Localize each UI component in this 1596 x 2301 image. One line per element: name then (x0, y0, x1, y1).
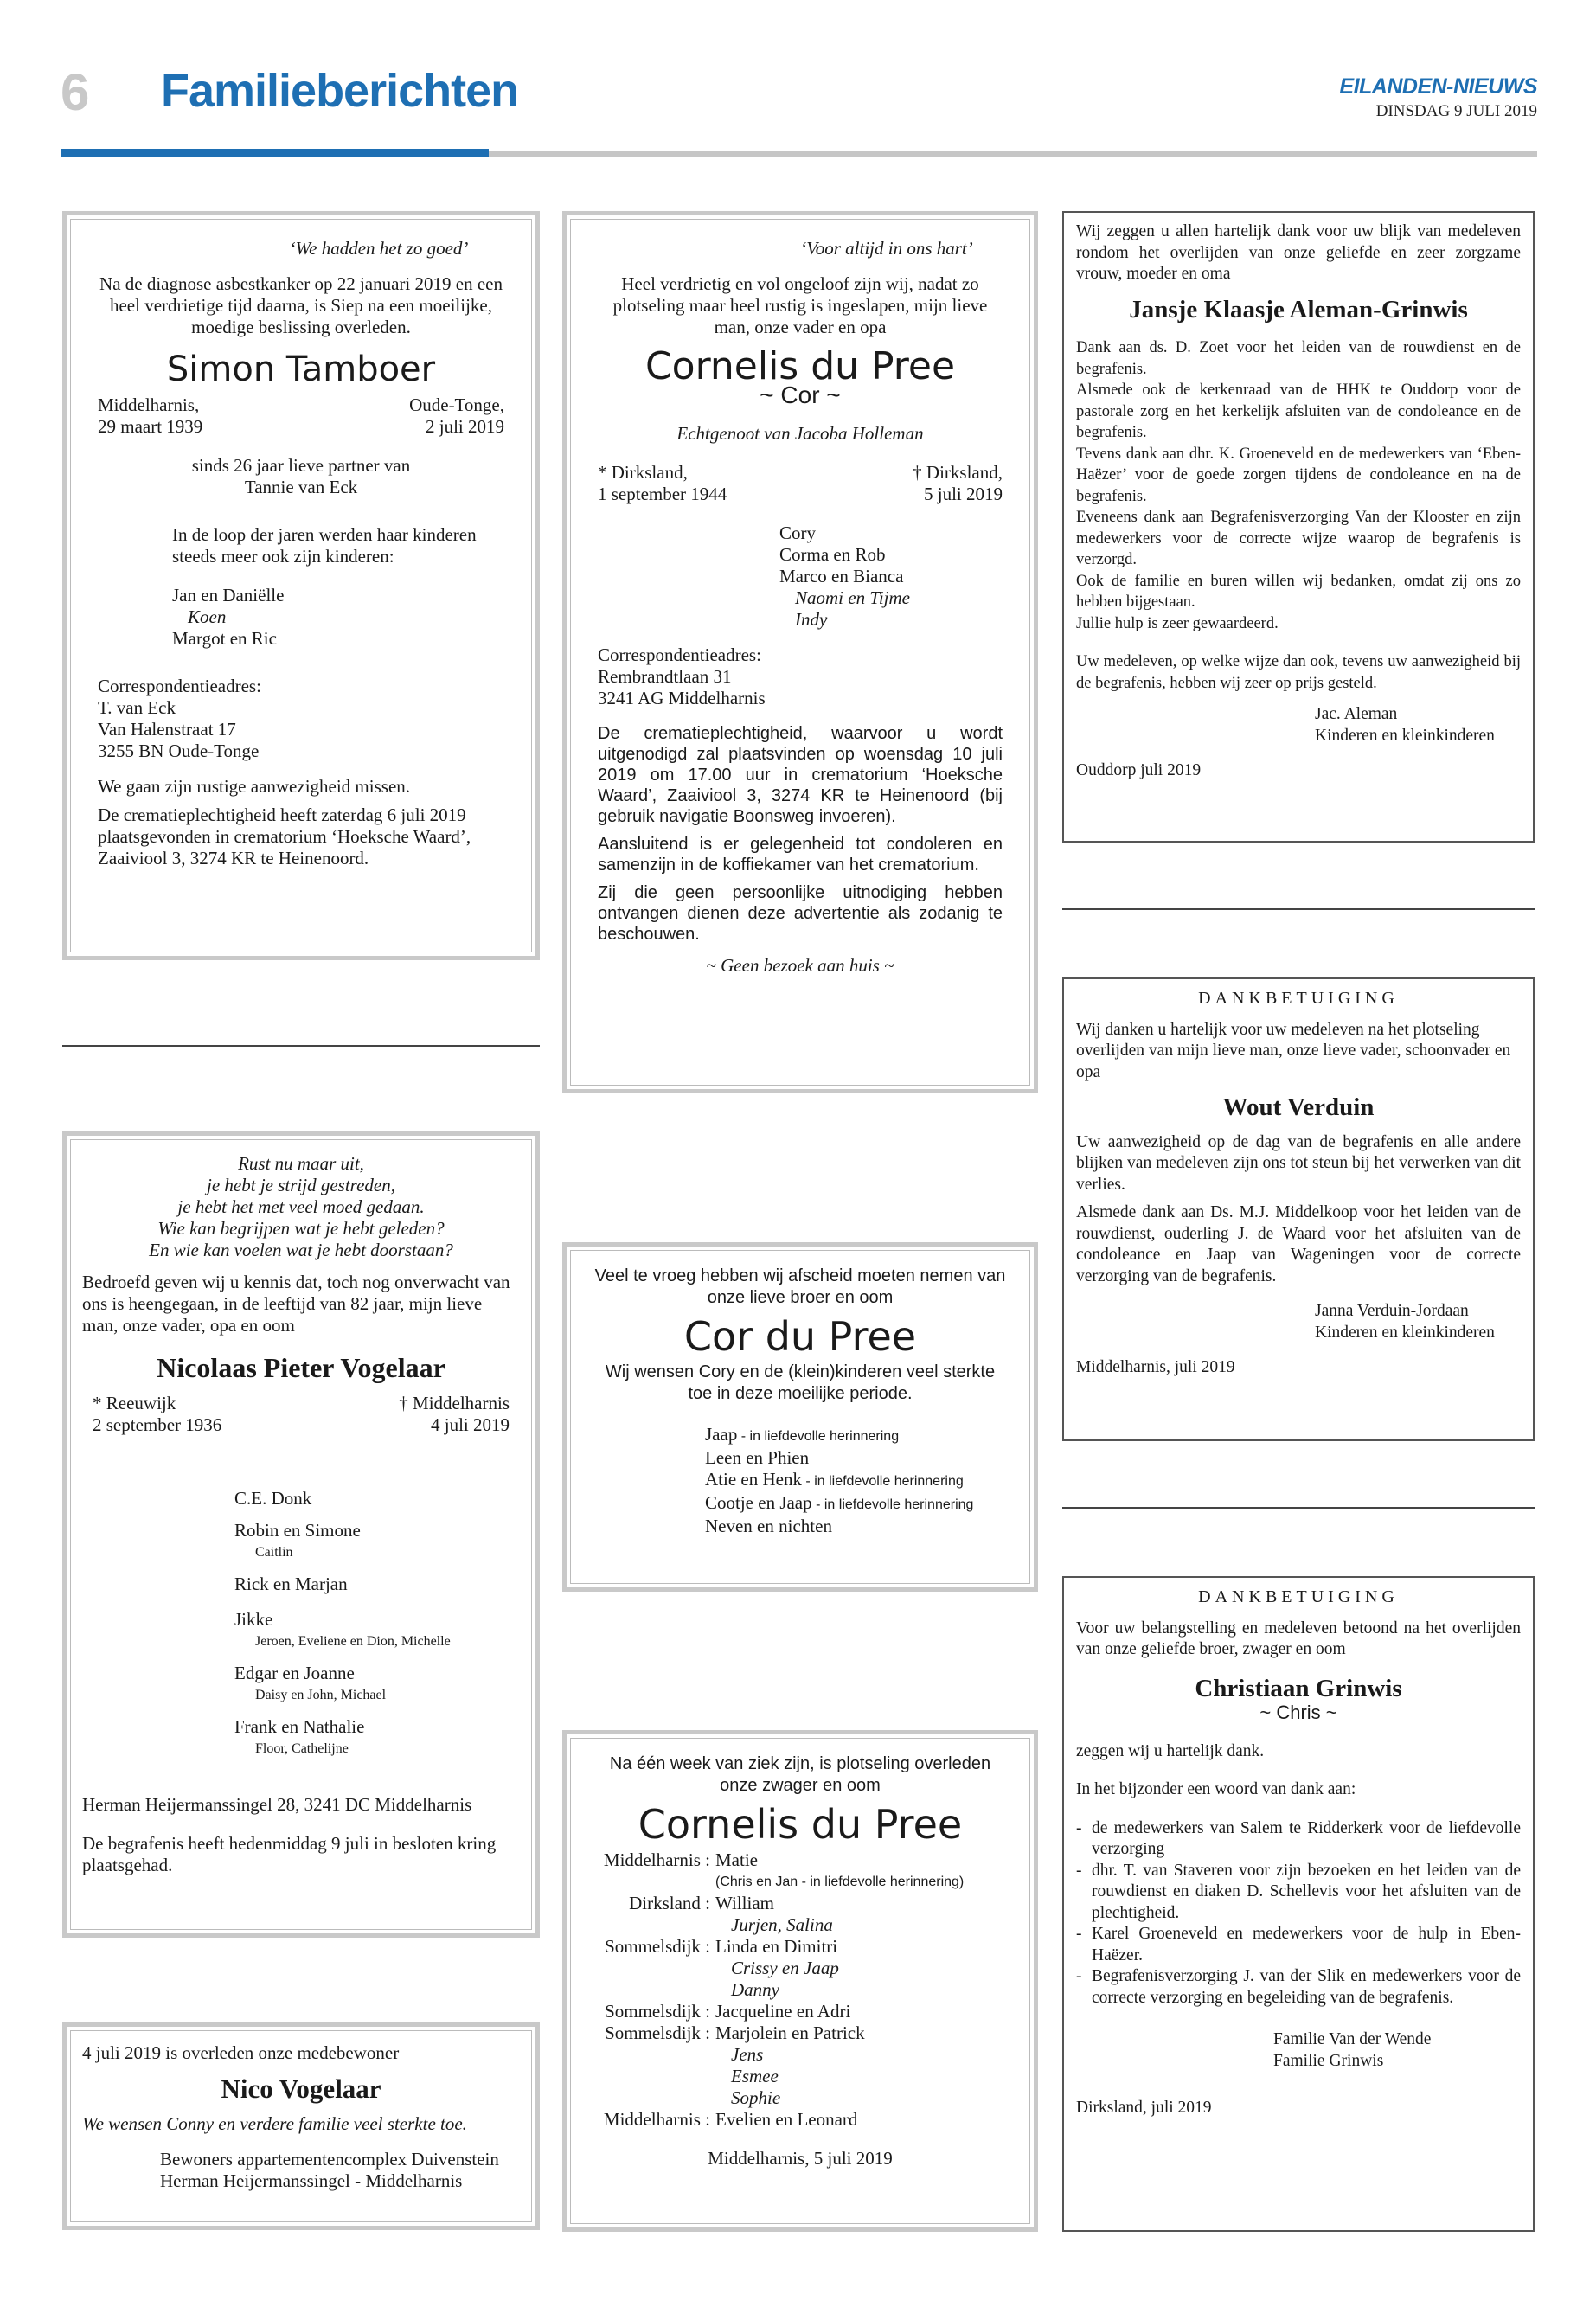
death-place: Oude-Tonge, (409, 394, 504, 415)
place-label (589, 2044, 710, 2066)
place-label (589, 2087, 710, 2109)
children-line: steeds meer ook zijn kinderen: (172, 546, 394, 567)
deceased-name: Simon Tamboer (166, 349, 436, 389)
notice-cornelis-du-pree-family (562, 1730, 1038, 2232)
thanks-paragraph: Tevens dank aan dhr. K. Groeneveld en de medewerkers van ‘Eben-Haëzer’ voor de goede zorgen tijdens de condoleance en na de begrafenis. (1076, 445, 1521, 505)
signature (1076, 2029, 1521, 2072)
family-member: Edgar en Joanne (234, 1663, 355, 1683)
family-member: Rick en Marjan (234, 1574, 348, 1594)
poem-line: je hebt je strijd gestreden, (207, 1175, 395, 1195)
thanks-paragraph: Eveneens dank aan Begrafenisverzorging Van der Klooster en zijn medewerkers voor de correcte wijze waarop de begrafenis is verzorgd. (1076, 509, 1521, 568)
grandchildren: Danny (731, 1979, 779, 2000)
place-label: Sommelsdijk : (605, 2022, 710, 2043)
thanks-paragraph: Uw medeleven, op welke wijze dan ook, tevens uw aanwezigheid bij de begrafenis, hebben wij zeer op prijs gesteld. (1076, 653, 1521, 692)
list-item: - Begrafenisverzorging J. van der Slik en medewerkers voor de correcte verzorging en begeleiding van de begrafenis. (1076, 1966, 1521, 2009)
deceased-name: Cor du Pree (683, 1313, 917, 1360)
notice-quote: ‘We hadden het zo goed’ (289, 238, 469, 259)
place-date: Middelharnis, 5 juli 2019 (708, 2148, 893, 2169)
no-visit: ~ Geen bezoek aan huis ~ (706, 955, 894, 976)
dates-row (98, 394, 504, 438)
grandchildren: Crissy en Jaap (731, 1958, 839, 1978)
notice-intro: Na één week van ziek zijn, is plotseling overleden onze zwager en oom (609, 1754, 991, 1795)
grandchildren: Indy (795, 609, 828, 630)
newspaper-logo: EILANDEN-NIEUWS (1339, 74, 1537, 99)
thanks-list (1076, 1818, 1521, 2009)
home-address: Herman Heijermanssingel 28, 3241 DC Middelharnis (82, 1794, 472, 1815)
family-member: Marjolein en Patrick (715, 2022, 865, 2043)
page-number: 6 (61, 63, 90, 121)
list-item-text: Begrafenisverzorging J. van der Slik en medewerkers voor de correcte verzorging en begeleiding van de begrafenis. (1092, 1967, 1521, 2007)
correspondence-address (98, 676, 504, 762)
ceremony-info: De crematieplechtigheid heeft zaterdag 6 juli 2019 plaatsgevonden in crematorium ‘Hoeksche Waard’, Zaaiviool 3, 3274 KR te Heinenoord. (98, 804, 471, 868)
address-label: Correspondentieadres: (98, 676, 261, 696)
signature-line: Herman Heijermanssingel - Middelharnis (160, 2170, 463, 2191)
poem-line: En wie kan voelen wat je hebt doorstaan? (149, 1240, 453, 1260)
remembrance-note: - in liefdevolle herinnering (801, 1474, 964, 1489)
header-rule-gray (489, 151, 1537, 157)
list-item: - de medewerkers van Salem te Ridderkerk voor de liefdevolle verzorging (1076, 1818, 1521, 1861)
death-place: † Dirksland, (913, 462, 1003, 483)
special-thanks-label: In het bijzonder een woord van dank aan: (1076, 1780, 1356, 1798)
notice-nicolaas-vogelaar (62, 1131, 540, 1938)
family-member: Jikke (234, 1609, 273, 1630)
poem-line: je hebt het met veel moed gedaan. (177, 1196, 425, 1217)
notice-cornelis-du-pree (562, 211, 1038, 1093)
signature-line: Familie Grinwis (1273, 2051, 1384, 2070)
list-item: - Karel Groeneveld en medewerkers voor de hulp in Eben-Haëzer. (1076, 1924, 1521, 1966)
birth-place: * Reeuwijk (93, 1393, 176, 1413)
family-member: Linda en Dimitri (715, 1936, 838, 1957)
list-item-text: Karel Groeneveld en medewerkers voor de hulp in Eben-Haëzer. (1092, 1925, 1521, 1965)
partner (98, 455, 504, 498)
notice-intro: Veel te vroeg hebben wij afscheid moeten nemen van onze lieve broer en oom (594, 1266, 1006, 1307)
header-rule-blue (61, 149, 489, 157)
birth-date: 1 september 1944 (598, 484, 727, 504)
children-block (98, 524, 504, 650)
family-member: Jacqueline en Adri (715, 2001, 851, 2022)
grandchildren: Daisy en John, Michael (255, 1688, 387, 1702)
address-line: 3241 AG Middelharnis (598, 688, 766, 708)
section-title: Familieberichten (161, 65, 519, 117)
funeral-info: De begrafenis heeft hedenmiddag 9 juli in besloten kring plaatsgehad. (82, 1833, 497, 1875)
deceased-name: Cornelis du Pree (644, 344, 956, 388)
thanks-intro: Wij danken u hartelijk voor uw medeleven na het plotseling overlijden van mijn lieve man, onze lieve vader, schoonvader en opa (1076, 1020, 1511, 1081)
column-separator (62, 1045, 540, 1047)
thanks-paragraph: Dank aan ds. D. Zoet voor het leiden van de rouwdienst en de begrafenis. (1076, 339, 1521, 378)
list-item-text: de medewerkers van Salem te Ridderkerk voor de liefdevolle verzorging (1092, 1818, 1521, 1858)
place-label (589, 1914, 710, 1936)
deceased-name: Nicolaas Pieter Vogelaar (157, 1352, 445, 1383)
place-label: Sommelsdijk : (605, 1936, 710, 1957)
poem-line: Wie kan begrijpen wat je hebt geleden? (157, 1218, 445, 1239)
notice-heading: DANKBETUIGING (1198, 989, 1399, 1008)
address-line: 3255 BN Oude-Tonge (98, 740, 260, 761)
signature-line: Jac. Aleman (1315, 705, 1398, 723)
family-member: Evelien en Leonard (715, 2109, 858, 2130)
grandchildren: Caitlin (255, 1545, 293, 1560)
family-member: Frank en Nathalie (234, 1716, 365, 1737)
deceased-name: Christiaan Grinwis (1195, 1674, 1402, 1702)
notice-simon-tamboer (62, 211, 540, 960)
signature-line: Kinderen en kleinkinderen (1315, 726, 1495, 745)
family-member: Robin en Simone (234, 1520, 361, 1541)
children-line: In de loop der jaren werden haar kinderen (172, 524, 477, 545)
signature (1076, 1301, 1521, 1343)
death-date: 2 juli 2019 (425, 416, 504, 437)
thanks-intro: Voor uw belangstelling en medeleven betoond na het overlijden van onze geliefde broer, zwager en oom (1076, 1618, 1521, 1658)
column-separator (1062, 1507, 1535, 1509)
thanks-paragraph: Uw aanwezigheid op de dag van de begrafenis en alle andere blijken van medeleven zijn ons tot steun bij het verwerken van dit verlies. (1076, 1132, 1521, 1194)
list-item-text: dhr. T. van Staveren voor zijn bezoeken en het leiden van de rouwdienst en diaken D. Schellevis voor het afsluiten van de plechtigheid. (1092, 1861, 1521, 1922)
family-list (598, 522, 1003, 631)
spouse: Echtgenoot van Jacoba Holleman (676, 423, 924, 444)
notice-cor-du-pree (562, 1242, 1038, 1592)
grandchildren: Floor, Cathelijne (255, 1741, 349, 1756)
poem-line: Rust nu maar uit, (238, 1153, 364, 1174)
place-date: Ouddorp juli 2019 (1076, 761, 1202, 779)
place-label (589, 2066, 710, 2087)
remembrance-note: - in liefdevolle herinnering (811, 1497, 974, 1512)
thanks-intro: Wij zeggen u allen hartelijk dank voor uw blijk van medeleven rondom het overlijden van onze geliefde en zeer zorgzame vrouw, moeder en oma (1076, 222, 1521, 283)
nickname: ~ Chris ~ (1259, 1702, 1337, 1723)
column-separator (1062, 908, 1535, 910)
thanks-paragraph: Alsmede ook de kerkenraad van de HHK te Ouddorp voor de pastorale zorg en het kerkelijk afsluiten van de condoleance en de begrafenis. (1076, 381, 1521, 441)
grandchildren: Jurjen, Salina (731, 1914, 833, 1935)
place-label: Middelharnis : (603, 2109, 710, 2130)
thanks-body (1076, 337, 1521, 694)
birth-place: * Dirksland, (598, 462, 688, 483)
place-date: Middelharnis, juli 2019 (1076, 1358, 1235, 1376)
dates-row (598, 462, 1003, 505)
death-date: 4 juli 2019 (430, 1414, 510, 1435)
death-place: † Middelharnis (399, 1393, 510, 1413)
child: Jan en Daniëlle (172, 585, 285, 606)
signature-line: Bewoners appartementencomplex Duivenstein (160, 2149, 499, 2170)
place-label: Sommelsdijk : (605, 2001, 710, 2022)
deceased-name: Cornelis du Pree (638, 1801, 963, 1848)
notice-intro: 4 juli 2019 is overleden onze medebewoner (82, 2042, 400, 2063)
partner-name: Tannie van Eck (244, 477, 358, 497)
notice-intro: Heel verdrietig en vol ongeloof zijn wij, nadat zo plotseling maar heel rustig is ingeslapen, mijn lieve man, onze vader en opa (612, 273, 988, 337)
remembrance-note: (Chris en Jan - in liefdevolle herinnering) (715, 1875, 965, 1889)
correspondence-address (598, 644, 1003, 709)
signature (1076, 704, 1521, 747)
address-label: Correspondentieadres: (598, 644, 761, 665)
nickname: ~ Cor ~ (760, 381, 841, 408)
list-item: - dhr. T. van Staveren voor zijn bezoeken en het leiden van de rouwdienst en diaken D. Schellevis voor het afsluiten van de plechtigheid. (1076, 1861, 1521, 1925)
condolence-info: Aansluitend is er gelegenheid tot condoleren en samenzijn in de koffiekamer van het crematorium. (598, 835, 1003, 875)
grandchildren: Sophie (731, 2087, 781, 2108)
family-member: Jaap (705, 1424, 738, 1445)
invitation-info: Zij die geen persoonlijke uitnodiging hebben ontvangen dienen deze advertentie als zodanig te beschouwen. (598, 883, 1003, 944)
birth-place: Middelharnis, (98, 394, 200, 415)
signature (82, 2149, 520, 2192)
place-label (589, 1958, 710, 1979)
deceased-name: Wout Verduin (1222, 1093, 1375, 1121)
notice-nico-vogelaar (62, 2022, 540, 2230)
notice-christiaan-grinwis (1062, 1576, 1535, 2232)
thanks-paragraph: Jullie hulp is zeer gewaardeerd. (1076, 614, 1279, 632)
death-date: 5 juli 2019 (923, 484, 1003, 504)
grandchildren: Jeroen, Eveliene en Dion, Michelle (255, 1634, 451, 1649)
deceased-name: Nico Vogelaar (221, 2073, 381, 2104)
notice-heading: DANKBETUIGING (1198, 1587, 1399, 1606)
family-member: Atie en Henk (705, 1469, 802, 1490)
ceremony-info: De crematieplechtigheid, waarvoor u wordt uitgenodigd zal plaatsvinden op woensdag 10 juli 2019 om 17.00 uur in crematorium ‘Hoeksche Waard’, Zaaiviool 3, 3274 KR te Heinenoord (bij gebruik navigatie Boonsweg invoeren). (598, 724, 1003, 826)
closing-line: We gaan zijn rustige aanwezigheid missen. (98, 776, 411, 797)
wish: Wij wensen Cory en de (klein)kinderen veel sterkte toe in deze moeilijke periode. (605, 1362, 996, 1403)
thanks-paragraph: Alsmede dank aan Ds. M.J. Middelkoop voor het leiden van de rouwdienst, ouderling J. de Waard voor het afsluiten van de condoleance en Jaap van Wageningen voor de correcte verzorging van de begrafenis. (1076, 1203, 1521, 1285)
family-list (593, 1424, 1008, 1537)
grandchildren: Naomi en Tijme (795, 587, 911, 608)
deceased-name: Jansje Klaasje Aleman-Grinwis (1129, 295, 1468, 324)
address-line: Rembrandtlaan 31 (598, 666, 732, 687)
grandchildren: Esmee (731, 2066, 779, 2086)
family-member: William (715, 1893, 774, 1913)
poem (82, 1153, 520, 1261)
family-table (589, 1849, 1011, 2131)
address-line: Van Halenstraat 17 (98, 719, 236, 740)
notice-intro: Bedroefd geven wij u kennis dat, toch nog onverwacht van ons is heengegaan, in de leeftijd van 82 jaar, mijn lieve man, onze vader, opa en oom (82, 1272, 510, 1336)
family-member: C.E. Donk (234, 1488, 312, 1509)
signature-line: Janna Verduin-Jordaan (1315, 1302, 1469, 1320)
family-member: Corma en Rob (779, 544, 886, 565)
wish: We wensen Conny en verdere familie veel sterkte toe. (82, 2113, 467, 2134)
family-list (82, 1488, 520, 1759)
issue-date: DINSDAG 9 JULI 2019 (1375, 102, 1537, 120)
family-member: Matie (715, 1849, 758, 1870)
place-label: Middelharnis : (603, 1849, 710, 1870)
grandchild: Koen (188, 606, 227, 627)
birth-date: 29 maart 1939 (98, 416, 203, 437)
family-member: Cootje en Jaap (705, 1492, 812, 1513)
thanks-line: zeggen wij u hartelijk dank. (1076, 1741, 1265, 1760)
family-member: Cory (779, 522, 816, 543)
thanks-paragraph: Ook de familie en buren willen wij bedanken, omdat zij ons zo hebben bijgestaan. (1076, 572, 1521, 611)
place-label (589, 1871, 710, 1893)
place-date: Dirksland, juli 2019 (1076, 2099, 1212, 2117)
notice-wout-verduin (1062, 977, 1535, 1441)
signature-line: Familie Van der Wende (1273, 2030, 1432, 2048)
remembrance-note: - in liefdevolle herinnering (737, 1429, 900, 1444)
family-member: Neven en nichten (705, 1516, 832, 1536)
dates-row (82, 1393, 520, 1436)
partner-line: sinds 26 jaar lieve partner van (191, 455, 411, 476)
birth-date: 2 september 1936 (93, 1414, 222, 1435)
notice-aleman-grinwis (1062, 211, 1535, 843)
address-line: T. van Eck (98, 697, 176, 718)
notice-quote: ‘Voor altijd in ons hart’ (800, 238, 973, 259)
signature-line: Kinderen en kleinkinderen (1315, 1323, 1495, 1342)
family-member: Leen en Phien (705, 1447, 810, 1468)
notice-intro: Na de diagnose asbestkanker op 22 januari 2019 en een heel verdrietige tijd daarna, is Siep na een moeilijke, moedige beslissing overleden. (99, 273, 503, 337)
child: Margot en Ric (172, 628, 277, 649)
grandchildren: Jens (731, 2044, 764, 2065)
family-member: Marco en Bianca (779, 566, 904, 586)
place-label (589, 1979, 710, 2001)
place-label: Dirksland : (629, 1893, 710, 1913)
